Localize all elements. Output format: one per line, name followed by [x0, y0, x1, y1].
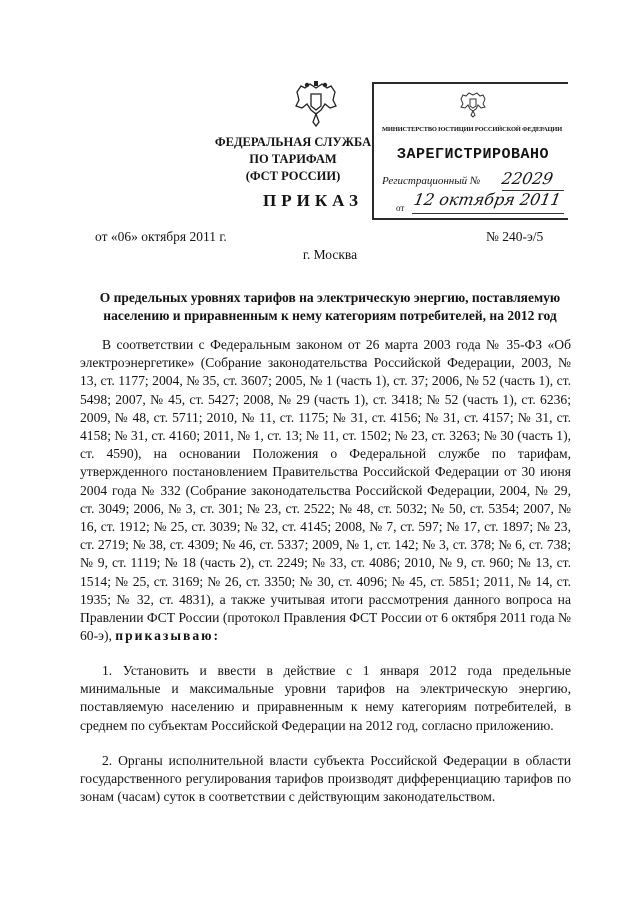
- stamp-regnum-label: Регистрационный №: [382, 175, 481, 187]
- agency-name: [208, 134, 378, 185]
- paragraph-item-1: 1. Установить и ввести в действие с 1 января 2012 года предельные минимальные и максимальные уровни тарифов на электрическую энергию, поставляемую населению и приравненным к нему категориям потребителей, в среднем по субъектам Российской Федерации на 2012 год, согласно приложению.: [80, 663, 571, 733]
- paragraph-preamble: [80, 336, 571, 645]
- agency-name-line2: (ФСТ РОССИИ): [245, 169, 341, 183]
- stamp-ministry: МИНИСТЕРСТВО ЮСТИЦИИ РОССИЙСКОЙ ФЕДЕРАЦИИ: [381, 126, 563, 133]
- order-city: г. Москва: [302, 247, 358, 262]
- preamble-text: В соответствии с Федеральным законом от 26 марта 2003 года № 35-ФЗ «Об электроэнергетике» (Собрание законодательства Российской Федерации, 2003, № 13, ст. 1177; 2004, № 35, ст. 3607; 2005, № 1 (часть 1), ст. 37; 2006, № 52 (часть 1), ст. 5498; 2007, № 45, ст. 5427; 2008, № 29 (часть 1), ст. 3418; № 52 (часть 1), ст. 6236; 2009, № 48, ст. 5711; 2010, № 11, ст. 1175; № 31, ст. 4156; № 31, ст. 4157; № 31, ст. 4158; № 31, ст. 4160; 2011, № 1, ст. 13; № 11, ст. 1502; № 23, ст. 3263; № 30 (часть 1), ст. 4590), на основании Положения о Федеральной службе по тарифам, утвержденного постановлением Правительства Российской Федерации от 30 июня 2004 года № 332 (Собрание законодательства Российской Федерации, 2004, № 29, ст. 3049; 2006, № 3, ст. 301; № 23, ст. 2522; № 48, ст. 5032; № 50, ст. 5354; 2007, № 16, ст. 1912; № 25, ст. 3039; № 32, ст. 4145; 2008, № 7, ст. 597; № 17, ст. 1897; № 23, ст. 2719; № 38, ст. 4309; № 46, ст. 5337; 2009, № 1, ст. 142; № 3, ст. 378; № 6, ст. 738; № 9, ст. 1119; № 18 (часть 2), ст. 2249; № 33, ст. 4086; 2010, № 9, ст. 960; № 13, ст. 1514; № 25, ст. 3169; № 26, ст. 3350; № 30, ст. 4096; № 45, ст. 5851; 2011, № 14, ст. 1935; № 32, ст. 4831), а также учитывая итоги рассмотрения данного вопроса на Правлении ФСТ России (протокол Правления ФСТ России от 6 октября 2011 года № 60-э),: [80, 337, 571, 644]
- order-number: № 240-э/5: [486, 229, 544, 244]
- stamp-date-underline: [412, 213, 564, 214]
- preamble-order-word: приказываю:: [115, 628, 221, 644]
- registration-stamp: [372, 82, 568, 220]
- paragraph-item-2: 2. Органы исполнительной власти субъекта Российской Федерации в области государственного регулирования тарифов производят дифференциацию тарифов по зонам (часам) суток в соответствии с действующим законодательством.: [80, 753, 571, 805]
- stamp-regnum-value: 22029: [500, 169, 555, 188]
- stamp-registered: ЗАРЕГИСТРИРОВАНО: [396, 146, 550, 163]
- stamp-date-value: 12 октября 2011: [412, 190, 563, 209]
- agency-name-line1: ФЕДЕРАЛЬНАЯ СЛУЖБА ПО ТАРИФАМ: [214, 135, 372, 166]
- stamp-from-label: от: [396, 203, 405, 213]
- coat-of-arms-icon: [293, 80, 339, 128]
- stamp-emblem-icon: [459, 90, 487, 118]
- document-title: О предельных уровнях тарифов на электрическую энергию, поставляемую населению и приравненным к нему категориям потребителей, на 2012 год: [99, 290, 561, 323]
- doc-type-title: ПРИКАЗ: [263, 191, 363, 210]
- order-date: от «06» октября 2011 г.: [95, 229, 227, 244]
